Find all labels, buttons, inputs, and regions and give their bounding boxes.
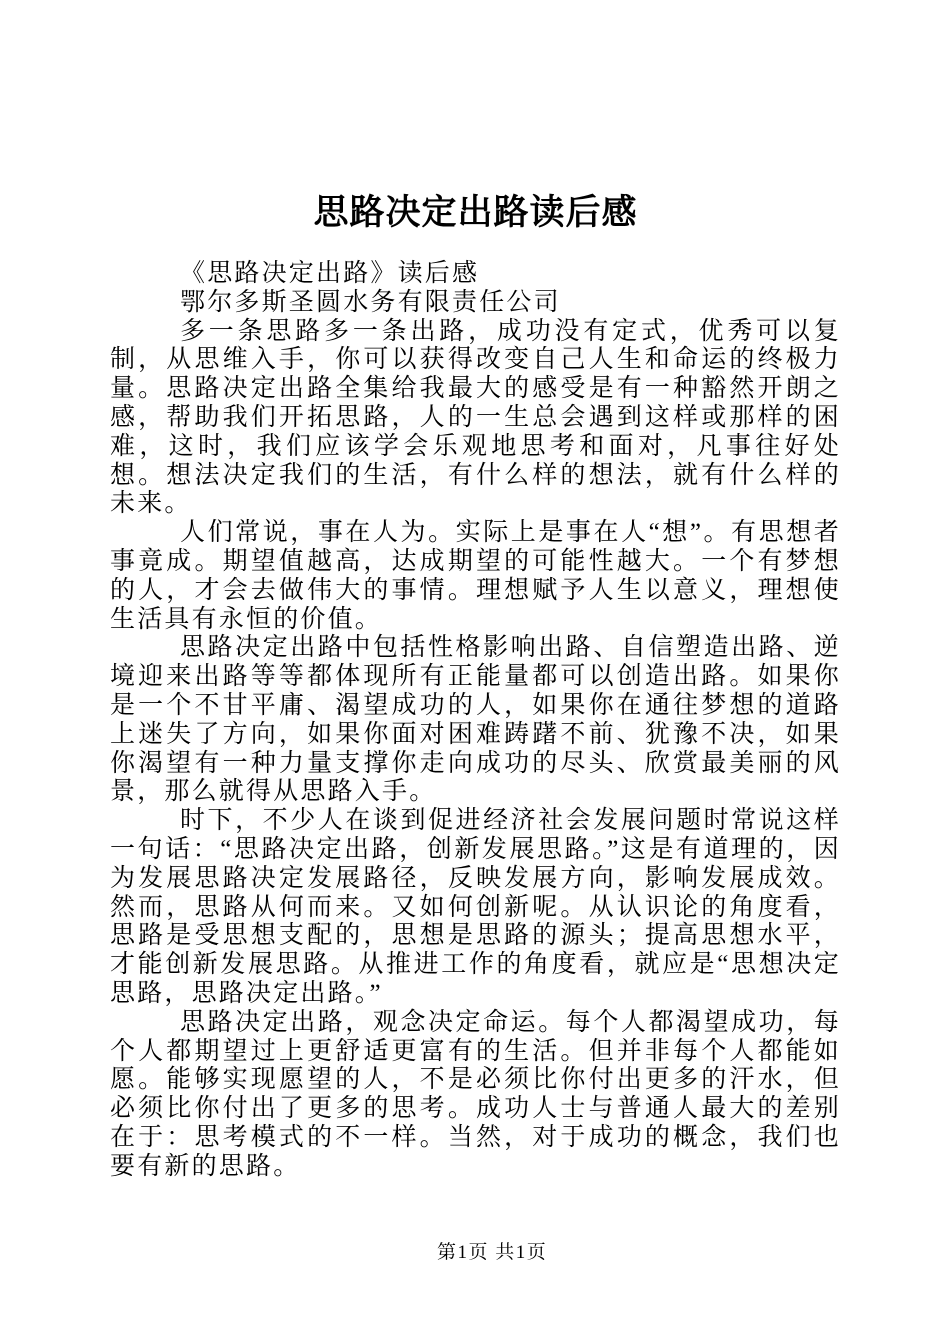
- body-paragraph: 人们常说，事在人为。实际上是事在人“想”。有思想者事竟成。期望值越高，达成期望的可能性越大。一个有梦想的人，才会去做伟大的事情。理想赋予人生以意义，理想使生活具有永恒的价值。: [110, 519, 841, 633]
- document-title: 思路决定出路读后感: [313, 193, 638, 232]
- document-body: [110, 190, 841, 1182]
- intro-line-company: 鄂尔多斯圣圆水务有限责任公司: [180, 288, 561, 316]
- page-number-indicator: 第1页 共1页: [437, 1242, 548, 1263]
- body-paragraph: 时下，不少人在谈到促进经济社会发展问题时常说这样一句话：“思路决定出路，创新发展思路。”这是有道理的，因为发展思路决定发展路径，反映发展方向，影响发展成效。然而，思路从何而来。又如何创新呢。从认识论的角度看，思路是受思想支配的，思想是思路的源头；提高思想水平，才能创新发展思路。从推进工作的角度看，就应是“思想决定思路，思路决定出路。”: [110, 807, 841, 1007]
- body-paragraph: 思路决定出路中包括性格影响出路、自信塑造出路、逆境迎来出路等等都体现所有正能量都可以创造出路。如果你是一个不甘平庸、渴望成功的人，如果你在通往梦想的道路上迷失了方向，如果你面对困难踌躇不前、犹豫不决，如果你渴望有一种力量支撑你走向成功的尽头、欣赏最美丽的风景，那么就得从思路入手。: [110, 634, 841, 806]
- intro-line-book-title: 《思路决定出路》读后感: [180, 260, 480, 287]
- body-paragraph: 思路决定出路，观念决定命运。每个人都渴望成功，每个人都期望过上更舒适更富有的生活。但并非每个人都能如愿。能够实现愿望的人，不是必须比你付出更多的汗水，但必须比你付出了更多的思考。成功人士与普通人最大的差别在于：思考模式的不一样。当然，对于成功的概念，我们也要有新的思路。: [110, 1008, 841, 1180]
- body-paragraph: 多一条思路多一条出路，成功没有定式，优秀可以复制，从思维入手，你可以获得改变自己人生和命运的终极力量。思路决定出路全集给我最大的感受是有一种豁然开朗之感，帮助我们开拓思路，人的一生总会遇到这样或那样的困难，这时，我们应该学会乐观地思考和面对，凡事往好处想。想法决定我们的生活，有什么样的想法，就有什么样的未来。: [110, 317, 841, 518]
